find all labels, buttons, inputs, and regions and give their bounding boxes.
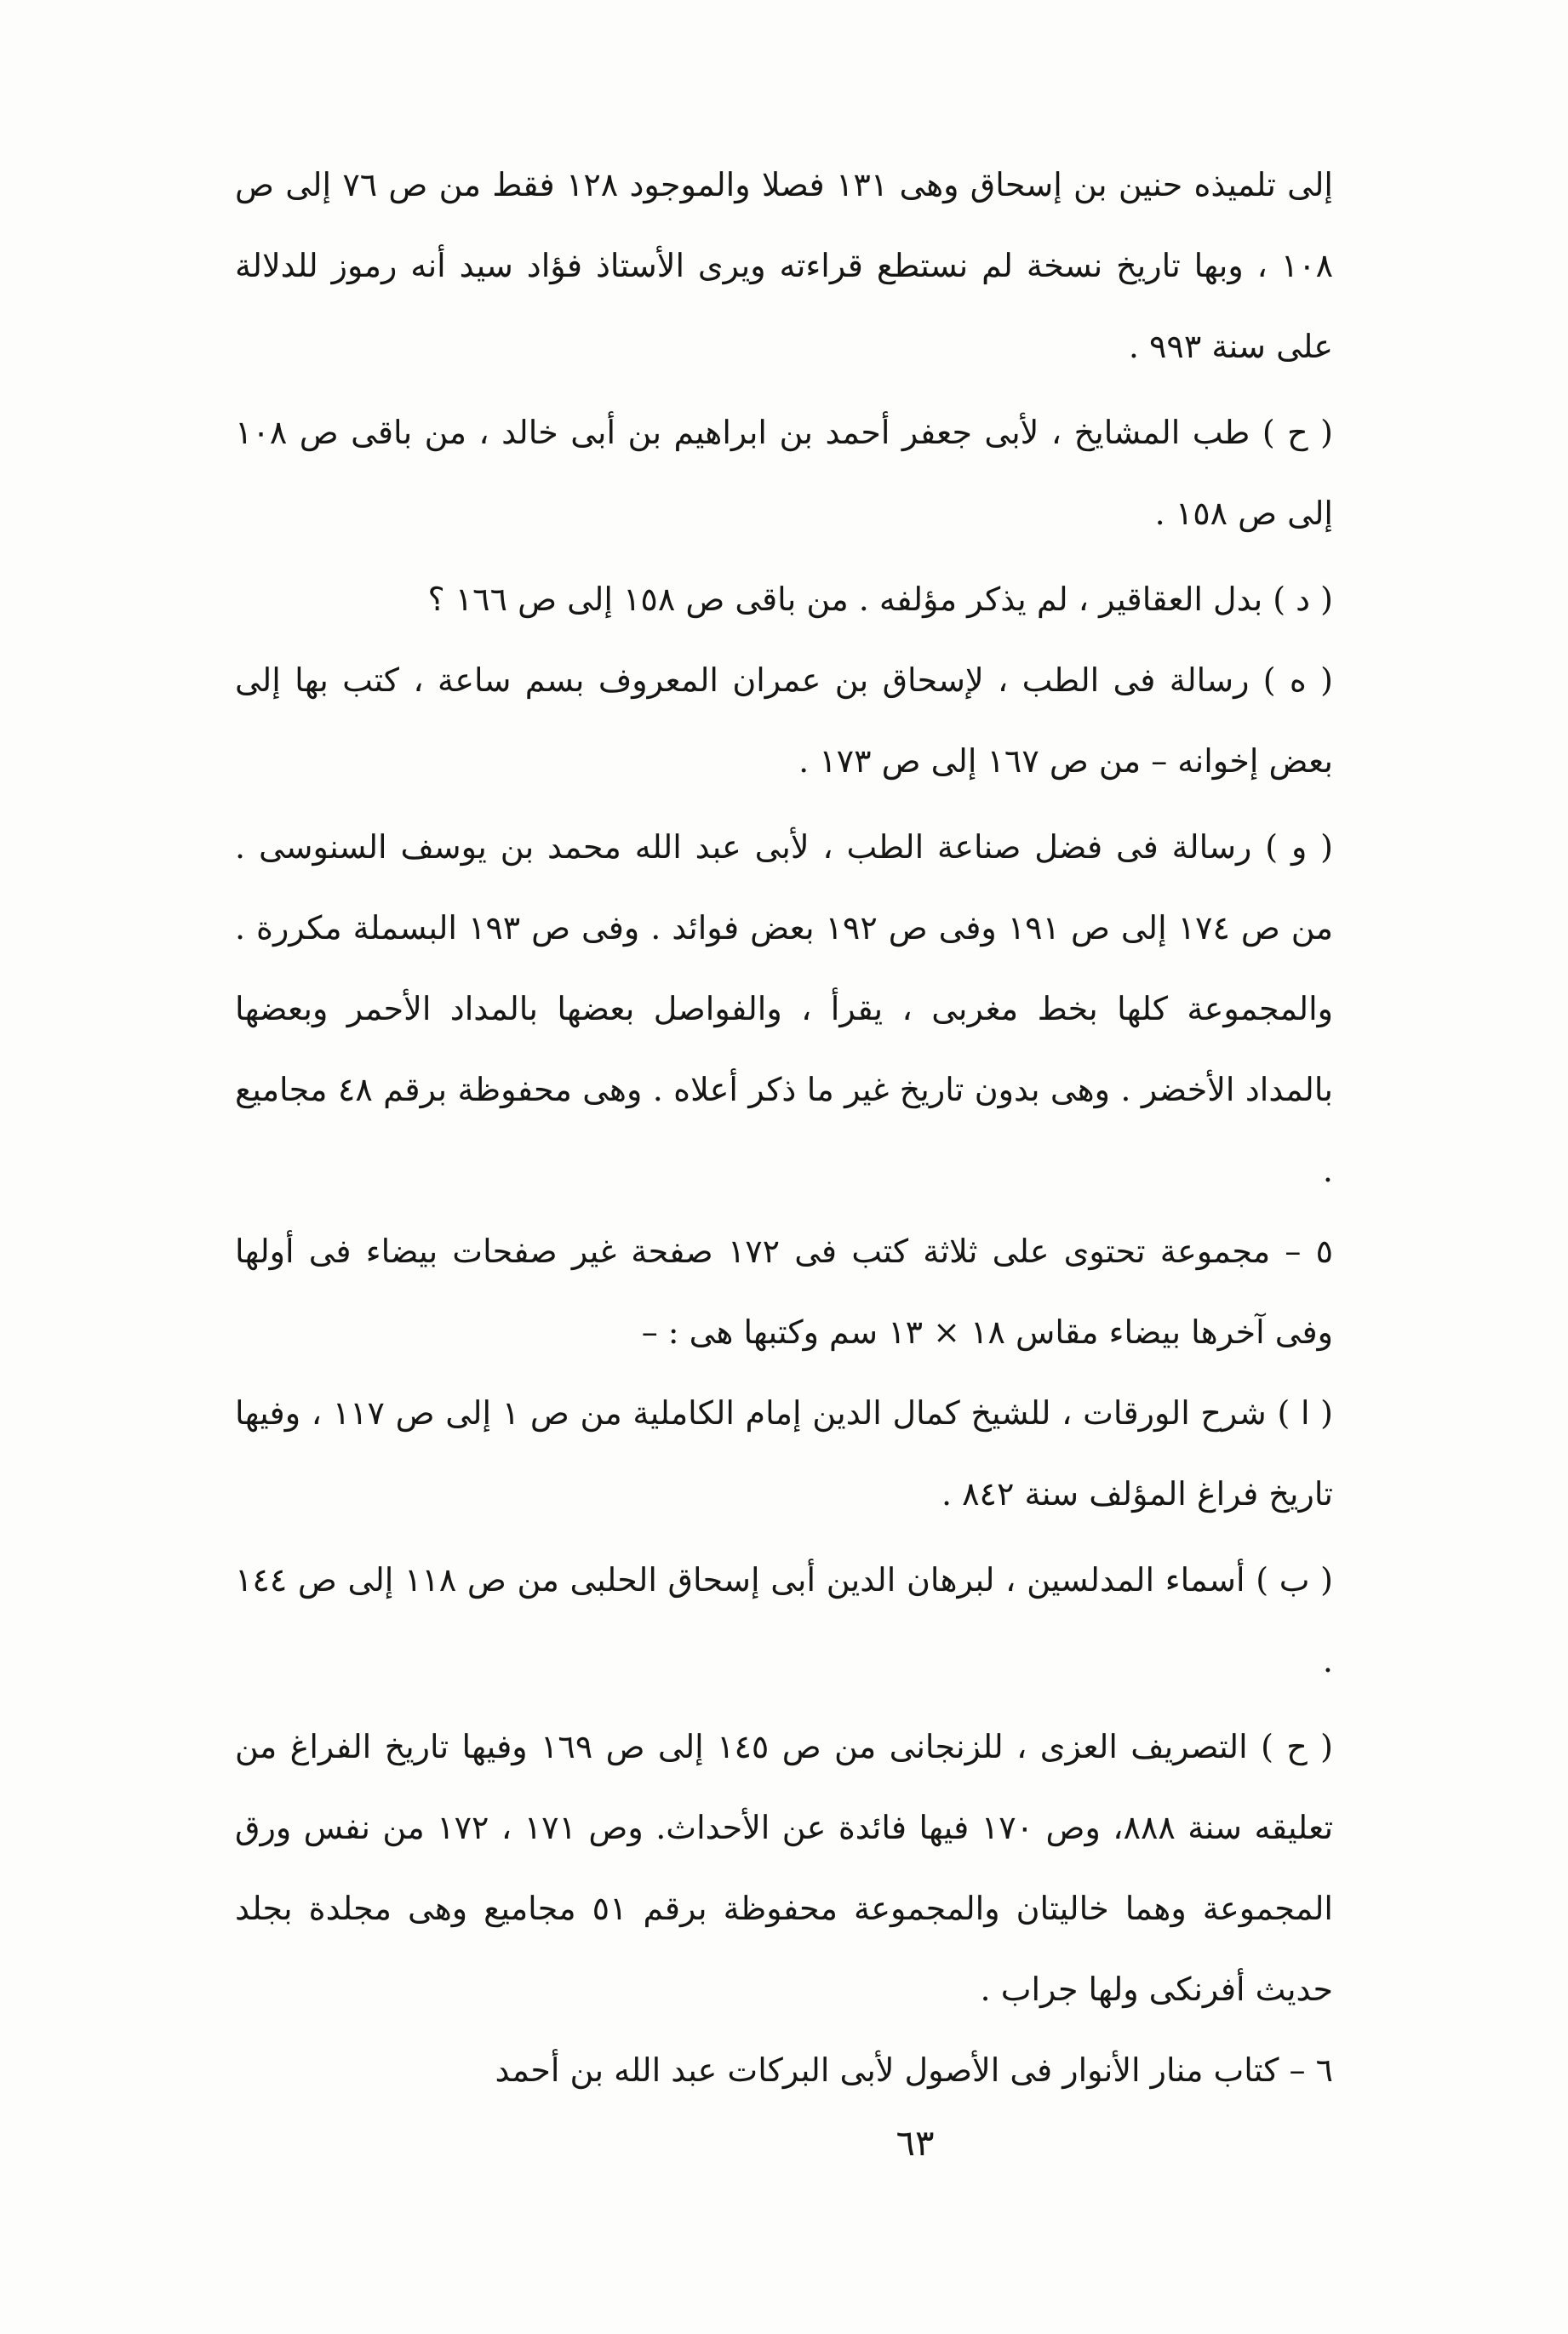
paragraph-collection-5: ٥ – مجموعة تحتوى على ثلاثة كتب فى ١٧٢ صفحة غير صفحات بيضاء فى أولها وفى آخرها بيضاء مقاس ١٨ × ١٣ سم وكتبها هى : – [235,1233,1333,1351]
paragraph-collection-6: ٦ – كتاب منار الأنوار فى الأصول لأبى البركات عبد الله بن أحمد [495,2051,1333,2089]
paragraph-item-dal: ( د ) بدل العقاقير ، لم يذكر مؤلفه . من باقى ص ١٥٨ إلى ص ١٦٦ ؟ [427,581,1333,618]
body-text [235,145,1333,2111]
paragraph-item-ha: ( ح ) طب المشايخ ، لأبى جعفر أحمد بن ابراهيم بن أبى خالد ، من باقى ص ١٠٨ إلى ص ١٥٨ . [235,414,1333,532]
paragraph-item-heh: ( ه ) رسالة فى الطب ، لإسحاق بن عمران المعروف بسم ساعة ، كتب بها إلى بعض إخوانه – من ص ١٦٧ إلى ص ١٧٣ . [235,661,1333,780]
page-number: ٦٣ [896,2122,935,2164]
paragraph-item-alif: ( ا ) شرح الورقات ، للشيخ كمال الدين إمام الكاملية من ص ١ إلى ص ١١٧ ، وفيها تاريخ فراغ المؤلف سنة ٨٤٢ . [235,1394,1334,1513]
paragraph-item-ha-2: ( ح ) التصريف العزى ، للزنجانى من ص ١٤٥ إلى ص ١٦٩ وفيها تاريخ الفراغ من تعليقه سنة ٨٨٨، وص ١٧٠ فيها فائدة عن الأحداث. وص ١٧١ ، ١٧٢ من نفس ورق المجموعة وهما خاليتان والمجموعة محفوظة برقم ٥١ مجاميع وهى مجلدة بجلد حديث أفرنكى ولها جراب . [235,1728,1334,2008]
paragraph-continuation: إلى تلميذه حنين بن إسحاق وهى ١٣١ فصلا والموجود ١٢٨ فقط من ص ٧٦ إلى ص ١٠٨ ، وبها تاريخ نسخة لم نستطع قراءته ويرى الأستاذ فؤاد سيد أنه رموز للدلالة على سنة ٩٩٣ . [235,166,1333,365]
paragraph-item-waw: ( و ) رسالة فى فضل صناعة الطب ، لأبى عبد الله محمد بن يوسف السنوسى . من ص ١٧٤ إلى ص ١٩١ وفى ص ١٩٢ بعض فوائد . وفى ص ١٩٣ البسملة مكررة . والمجموعة كلها بخط مغربى ، يقرأ ، والفواصل بعضها بالمداد الأحمر وبعضها بالمداد الأخضر . وهى بدون تاريخ غير ما ذكر أعلاه . وهى محفوظة برقم ٤٨ مجاميع . [235,828,1333,1189]
paragraph-item-ba: ( ب ) أسماء المدلسين ، لبرهان الدين أبى إسحاق الحلبى من ص ١١٨ إلى ص ١٤٤ . [235,1561,1333,1679]
